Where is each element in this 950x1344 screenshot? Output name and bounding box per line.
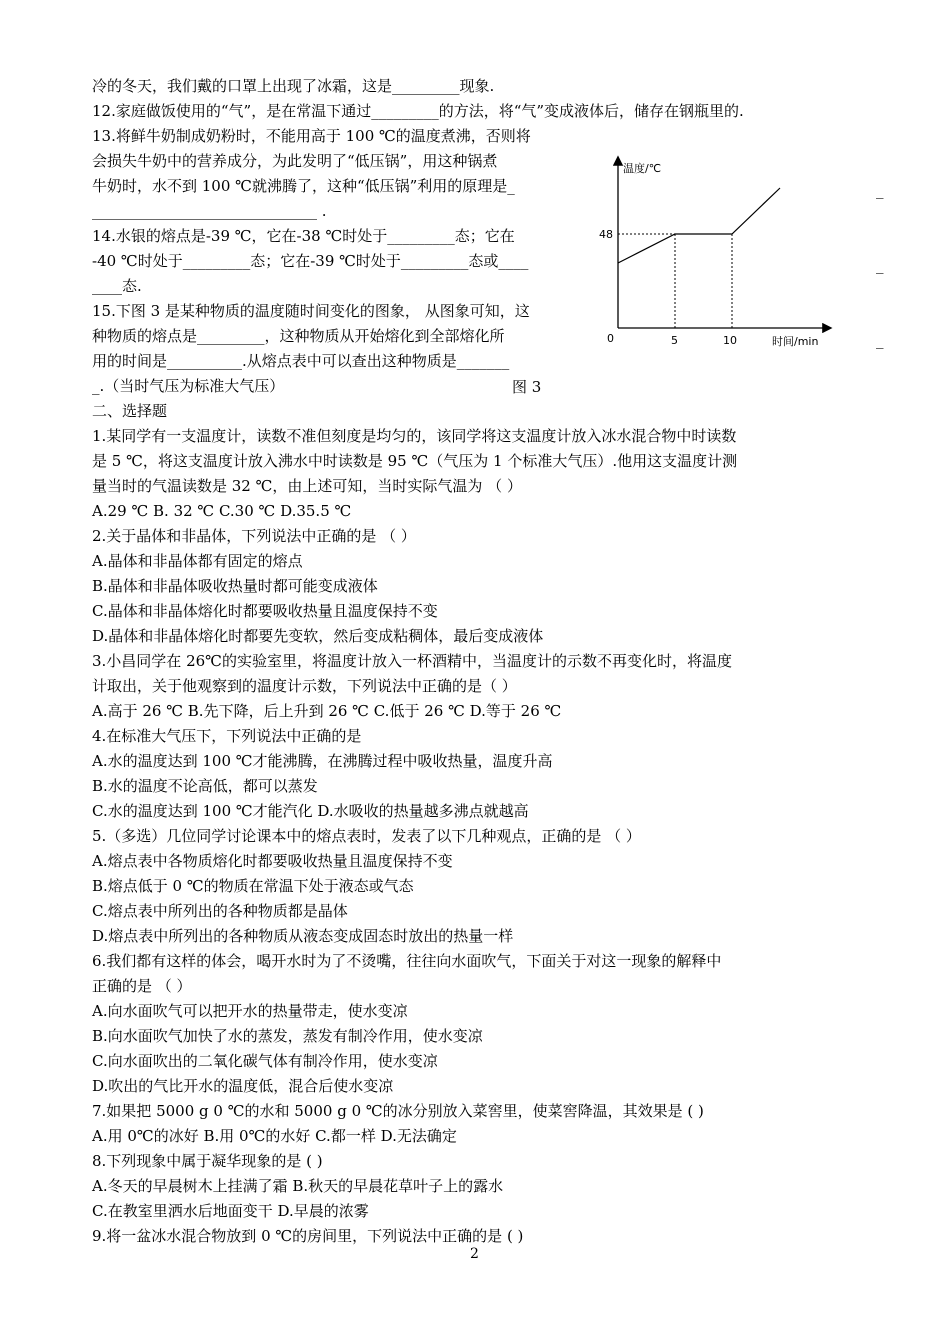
margin-mark: _	[876, 181, 884, 199]
text-line: 量当时的气温读数是 32 ℃，由上述可知，当时实际气温为 （ ）	[92, 477, 522, 495]
text-line: 牛奶时，水不到 100 ℃就沸腾了，这种“低压锅”利用的原理是_	[92, 177, 515, 195]
origin-label: 0	[607, 332, 614, 345]
text-line: 6.我们都有这样的体会，喝开水时为了不烫嘴，往往向水面吹气，下面关于对这一现象的解释中	[92, 952, 722, 970]
text-line: A.冬天的早晨树木上挂满了霜 B.秋天的早晨花草叶子上的露水	[92, 1177, 504, 1195]
text-line: 14.水银的熔点是-39 ℃，它在-38 ℃时处于_________态；它在	[92, 227, 515, 245]
text-line: D.晶体和非晶体熔化时都要先变软，然后变成粘稠体，最后变成液体	[92, 627, 544, 645]
text-line: C.水的温度达到 100 ℃才能汽化 D.水吸收的热量越多沸点就越高	[92, 802, 529, 820]
text-line: _.（当时气压为标准大气压）	[92, 377, 285, 395]
melting-curve-figure	[585, 148, 850, 363]
text-line: A.29 ℃ B. 32 ℃ C.30 ℃ D.35.5 ℃	[92, 502, 352, 520]
text-line: B.向水面吹气加快了水的蒸发，蒸发有制冷作用，使水变凉	[92, 1027, 483, 1045]
text-line: 1.某同学有一支温度计，读数不准但刻度是均匀的，该同学将这支温度计放入冰水混合物中时读数	[92, 427, 737, 445]
text-line: 种物质的熔点是_________，这种物质从开始熔化到全部熔化所	[92, 327, 505, 345]
text-line: 2.关于晶体和非晶体，下列说法中正确的是 （ ）	[92, 527, 416, 545]
text-line: C.在教室里洒水后地面变干 D.早晨的浓雾	[92, 1202, 369, 1220]
text-line: 3.小昌同学在 26℃的实验室里，将温度计放入一杯酒精中，当温度计的示数不再变化时，将温度	[92, 652, 732, 670]
melting-curve-chart	[585, 148, 850, 363]
text-line: C.熔点表中所列出的各种物质都是晶体	[92, 902, 348, 920]
text-line: ____态.	[92, 277, 142, 295]
text-line: A.向水面吹气可以把开水的热量带走，使水变凉	[92, 1002, 408, 1020]
text-line: B.水的温度不论高低，都可以蒸发	[92, 777, 318, 795]
text-line: A.高于 26 ℃ B.先下降，后上升到 26 ℃ C.低于 26 ℃ D.等于 26 ℃	[92, 702, 562, 720]
text-line: 15.下图 3 是某种物质的温度随时间变化的图象， 从图象可知，这	[92, 302, 530, 320]
text-line: B.晶体和非晶体吸收热量时都可能变成液体	[92, 577, 378, 595]
x-tick-label: 10	[723, 334, 737, 347]
y-axis-label: 温度/℃	[623, 162, 662, 175]
text-line: 4.在标准大气压下，下列说法中正确的是	[92, 727, 362, 745]
text-line: A.用 0℃的冰好 B.用 0℃的水好 C.都一样 D.无法确定	[92, 1127, 457, 1145]
text-line: 冷的冬天，我们戴的口罩上出现了冰霜，这是_________现象.	[92, 77, 495, 95]
text-line: 7.如果把 5000 g 0 ℃的水和 5000 g 0 ℃的冰分别放入菜窖里，使菜窖降温，其效果是 ( )	[92, 1102, 704, 1120]
text-line: -40 ℃时处于_________态；它在-39 ℃时处于_________态或____	[92, 252, 529, 270]
margin-mark: _	[876, 256, 884, 274]
text-line: A.熔点表中各物质熔化时都要吸收热量且温度保持不变	[92, 852, 453, 870]
text-line: ______________________________ .	[92, 202, 327, 220]
text-line: 12.家庭做饭使用的“气”，是在常温下通过_________的方法，将“气”变成液体后，储存在钢瓶里的.	[92, 102, 744, 120]
text-line: B.熔点低于 0 ℃的物质在常温下处于液态或气态	[92, 877, 414, 895]
text-line: A.水的温度达到 100 ℃才能沸腾，在沸腾过程中吸收热量，温度升高	[92, 752, 553, 770]
text-line: 计取出，关于他观察到的温度计示数，下列说法中正确的是（ ）	[92, 677, 517, 695]
section-heading: 二、选择题	[92, 402, 168, 420]
text-line: 8.下列现象中属于凝华现象的是 ( )	[92, 1152, 323, 1170]
y-tick-label: 48	[599, 228, 613, 241]
text-line: D.吹出的气比开水的温度低，混合后使水变凉	[92, 1077, 394, 1095]
text-line: A.晶体和非晶体都有固定的熔点	[92, 552, 303, 570]
text-line: 用的时间是__________.从熔点表中可以查出这种物质是_______	[92, 352, 510, 370]
text-line: C.晶体和非晶体熔化时都要吸收热量且温度保持不变	[92, 602, 438, 620]
text-line: 5.（多选）几位同学讨论课本中的熔点表时，发表了以下几种观点，正确的是 （ ）	[92, 827, 641, 845]
text-line: D.熔点表中所列出的各种物质从液态变成固态时放出的热量一样	[92, 927, 514, 945]
margin-mark: _	[876, 331, 884, 349]
x-axis-label: 时间/min	[772, 335, 819, 348]
text-line: 会损失牛奶中的营养成分，为此发明了“低压锅”，用这种锅煮	[92, 152, 498, 170]
page-number: 2	[470, 1246, 479, 1262]
text-line: 9.将一盆冰水混合物放到 0 ℃的房间里，下列说法中正确的是 ( )	[92, 1227, 524, 1245]
x-tick-label: 5	[671, 334, 678, 347]
figure-caption: 图 3	[512, 378, 542, 396]
text-line: 13.将鲜牛奶制成奶粉时，不能用高于 100 ℃的温度煮沸，否则将	[92, 127, 531, 145]
text-line: C.向水面吹出的二氧化碳气体有制冷作用，使水变凉	[92, 1052, 438, 1070]
text-line: 正确的是 （ ）	[92, 977, 192, 995]
text-line: 是 5 ℃，将这支温度计放入沸水中时读数是 95 ℃（气压为 1 个标准大气压）.他用这支温度计测	[92, 452, 738, 470]
temperature-curve	[618, 188, 780, 263]
